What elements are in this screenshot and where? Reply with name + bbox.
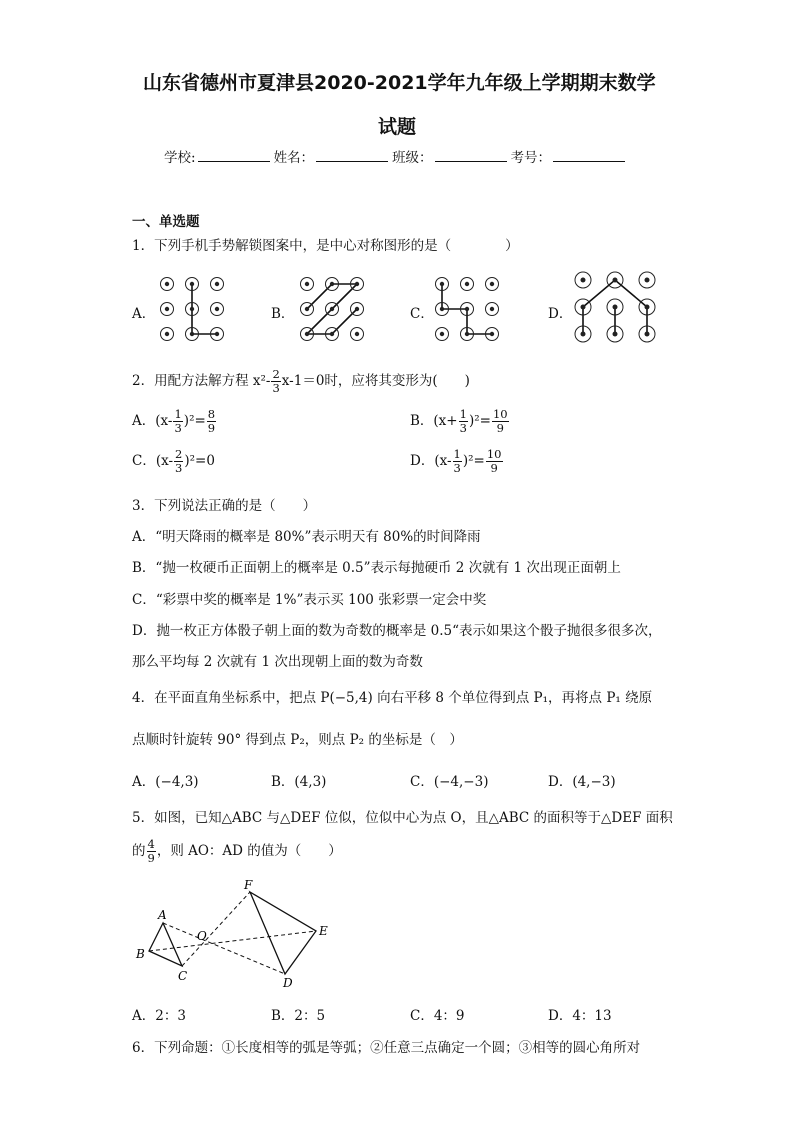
q1-option-c-label: C．	[410, 306, 434, 322]
q2-c-frac	[174, 448, 183, 475]
triangle-def	[250, 892, 316, 974]
q2-stem-part2: x-1＝0时，应将其变形为( )	[281, 373, 470, 389]
q3-option-a: A．“明天降雨的概率是 80%”表示明天有 80%的时间降雨	[132, 529, 481, 545]
point-d-label: D	[283, 976, 293, 990]
q2-b-rden: 9	[496, 421, 504, 435]
q2-option-c	[132, 448, 215, 475]
school-blank	[198, 149, 270, 162]
q1-option-b-label: B．	[271, 306, 295, 322]
q2-a-frac	[173, 408, 182, 435]
q4-option-c: C．(−4,−3)	[410, 774, 489, 790]
q2-b-rnum: 10	[492, 407, 508, 421]
point-f-label: F	[244, 878, 253, 892]
q2-d-num: 1	[453, 447, 461, 461]
q4-option-d: D．(4,−3)	[548, 774, 616, 790]
q4-stem-line1: 4．在平面直角坐标系中，把点 P(−5,4) 向右平移 8 个单位得到点 P₁，再将点 P₁ 绕原	[132, 690, 653, 706]
q2-d-label: D．(x-	[410, 453, 452, 469]
q5-option-a: A．2：3	[132, 1008, 186, 1024]
q2-d-rden: 9	[490, 461, 498, 475]
q5-option-c: C．4：9	[410, 1008, 465, 1024]
q2-a-num: 1	[174, 407, 182, 421]
class-blank	[435, 149, 507, 162]
q5-fraction	[147, 838, 156, 865]
q2-d-frac	[453, 448, 462, 475]
q4-stem-line2: 点顺时针旋转 90° 得到点 P₂，则点 P₂ 的坐标是（ ）	[132, 732, 463, 748]
point-c-label: C	[178, 969, 188, 983]
q3-option-d-line2: 那么平均每 2 次就有 1 次出现朝上面的数为奇数	[132, 654, 423, 670]
q2-stem-part1: 2．用配方法解方程 x²-	[132, 373, 271, 389]
q2-d-rnum: 10	[486, 447, 502, 461]
q5-stem-line1: 5．如图，已知△ABC 与△DEF 位似，位似中心为点 O，且△ABC 的面积等于△DEF 面积	[132, 810, 673, 826]
q1-unlock-patterns	[150, 268, 670, 352]
point-a-label: A	[158, 908, 167, 922]
q2-a-rhs	[207, 408, 216, 435]
name-label: 姓名：	[273, 150, 315, 166]
q5-similar-triangles-figure	[130, 876, 350, 994]
q2-a-den: 3	[174, 421, 182, 435]
class-label: 班级：	[392, 150, 433, 166]
triangle-abc	[149, 923, 182, 966]
q4-option-b: B．(4,3)	[271, 774, 327, 790]
pattern-b	[301, 278, 364, 341]
pattern-c	[436, 278, 499, 341]
q6-stem: 6．下列命题：①长度相等的弧是等弧；②任意三点确定一个圆；③相等的圆心角所对	[132, 1040, 641, 1056]
page-title: 山东省德州市夏津县2020-2021学年九年级上学期期末数学	[143, 72, 656, 94]
q3-option-c: C．“彩票中奖的概率是 1%”表示买 100 张彩票一定会中奖	[132, 592, 487, 608]
q2-b-rhs	[492, 408, 509, 435]
pattern-d	[575, 272, 655, 342]
q5-line2-part1: 的	[132, 843, 146, 859]
q3-stem: 3．下列说法正确的是（ ）	[132, 498, 317, 514]
q2-b-label: B．(x+	[410, 413, 458, 429]
point-b-label: B	[136, 947, 145, 961]
q5-frac-den: 9	[147, 851, 155, 865]
q2-b-num: 1	[459, 407, 467, 421]
q2-frac-den: 3	[272, 381, 280, 395]
q5-frac-num: 4	[147, 837, 155, 851]
q2-a-rden: 9	[207, 421, 216, 435]
q2-frac-num: 2	[272, 367, 280, 381]
exam-no-label: 考号：	[510, 150, 552, 166]
q2-option-b	[410, 408, 510, 435]
student-info-line	[164, 146, 629, 166]
q2-c-label: C．(x-	[132, 453, 174, 469]
q2-a-rnum: 8	[207, 407, 216, 421]
q2-b-den: 3	[459, 421, 467, 435]
q2-b-frac	[459, 408, 468, 435]
q2-a-mid: )²=	[183, 413, 206, 429]
q2-stem	[132, 368, 470, 395]
q5-option-b: B．2：5	[271, 1008, 326, 1024]
pattern-a	[161, 278, 224, 341]
q1-stem: 1．下列手机手势解锁图案中，是中心对称图形的是（ ）	[132, 238, 519, 254]
q1-option-a-label: A．	[132, 306, 156, 322]
q2-option-a	[132, 408, 217, 435]
point-e-label: E	[319, 924, 328, 938]
q3-option-b: B．“抛一枚硬币正面朝上的概率是 0.5”表示每抛硬币 2 次就有 1 次出现正面朝上	[132, 560, 621, 576]
q2-d-den: 3	[453, 461, 461, 475]
q2-d-mid: )²=	[462, 453, 485, 469]
q5-stem-line2	[132, 838, 342, 865]
point-o-label: O	[197, 929, 207, 943]
q2-d-rhs	[486, 448, 503, 475]
exam-no-blank	[553, 149, 625, 162]
q2-a-label: A．(x-	[132, 413, 173, 429]
q2-fraction	[271, 368, 280, 395]
q2-b-mid: )²=	[468, 413, 491, 429]
q2-c-num: 2	[175, 447, 183, 461]
q2-c-mid: )²=0	[184, 453, 215, 469]
q4-option-a: A．(−4,3)	[132, 774, 199, 790]
q5-option-d: D．4：13	[548, 1008, 612, 1024]
q3-option-d-line1: D．抛一枚正方体骰子朝上面的数为奇数的概率是 0.5“表示如果这个骰子抛很多很多次，	[132, 623, 662, 639]
q2-option-d	[410, 448, 504, 475]
q1-option-d-label: D．	[548, 306, 573, 322]
page-title-line2: 试题	[378, 116, 417, 138]
q2-c-den: 3	[175, 461, 183, 475]
q5-line2-part2: ，则 AO：AD 的值为（ ）	[156, 843, 342, 859]
name-blank	[316, 149, 388, 162]
section-heading: 一、单选题	[132, 214, 200, 230]
school-label: 学校:	[164, 150, 196, 166]
